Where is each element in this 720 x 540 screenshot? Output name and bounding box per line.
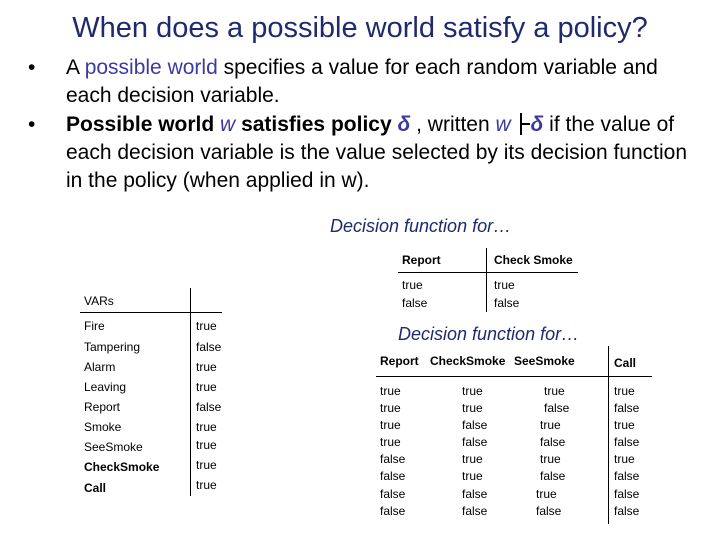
bullet-satisfies-policy [28, 111, 708, 195]
decision-function-caption-2: Decision function for… [398, 324, 580, 344]
call-cell: false [462, 435, 488, 449]
call-header: Call [614, 356, 637, 370]
bullet2-w: w [220, 113, 236, 136]
call-cell: false [614, 504, 640, 518]
check-smoke-cell: true [494, 278, 515, 292]
call-cell: true [462, 401, 483, 415]
bullet-dot: • [28, 56, 36, 79]
slide-title: When does a possible world satisfy a policy? [72, 12, 648, 44]
bullet-possible-world [28, 54, 708, 110]
bullet2-part2: satisfies policy [241, 113, 398, 136]
call-cell: false [380, 452, 406, 466]
decision-function-caption-1: Decision function for… [330, 216, 512, 236]
check-smoke-table-header-line [398, 272, 578, 273]
call-cell: false [614, 435, 640, 449]
var-name: Alarm [84, 360, 116, 374]
call-cell: true [380, 384, 401, 398]
var-value: true [196, 458, 217, 472]
check-smoke-decision-table [398, 248, 578, 314]
call-table-header-line [376, 376, 652, 377]
call-cell: true [462, 469, 483, 483]
satisfies-turnstile-icon [517, 113, 531, 135]
call-cell: true [462, 452, 483, 466]
check-smoke-header-report: Report [402, 253, 441, 267]
call-cell: true [380, 418, 401, 432]
check-smoke-cell: false [494, 296, 520, 310]
call-cell: true [614, 452, 635, 466]
var-name: Report [84, 400, 121, 414]
var-value: false [196, 340, 222, 354]
var-name: Leaving [84, 380, 127, 394]
bullet1-post: specifies a value for each random variable and each decision variable. [66, 56, 658, 107]
call-header: CheckSmoke [430, 354, 506, 368]
call-cell: false [544, 401, 570, 415]
call-cell: false [380, 487, 406, 501]
call-cell: false [462, 487, 488, 501]
var-name: Fire [84, 319, 105, 333]
var-name: Tampering [84, 340, 141, 354]
vars-table [80, 288, 222, 498]
bullet2-part4: if the value of each decision variable is the value selected by its decision function in the policy (when applied in w). [66, 113, 688, 192]
call-cell: true [544, 384, 565, 398]
call-cell: false [540, 469, 566, 483]
call-cell: false [614, 401, 640, 415]
bullet2-part3: , written [410, 113, 496, 136]
bullet2-part1: Possible world [66, 113, 221, 136]
call-cell: true [540, 452, 561, 466]
call-cell: false [614, 469, 640, 483]
check-smoke-cell: true [402, 278, 423, 292]
vars-table-divider [190, 288, 191, 496]
call-cell: false [536, 504, 562, 518]
vars-table-header-line [80, 312, 222, 313]
var-value: true [196, 360, 217, 374]
bullet2-w2: w [495, 113, 511, 136]
var-value: true [196, 420, 217, 434]
var-value: false [196, 400, 222, 414]
bullet-dot: • [28, 113, 36, 136]
call-cell: false [614, 487, 640, 501]
call-cell: true [380, 435, 401, 449]
call-cell: false [380, 469, 406, 483]
call-cell: true [614, 384, 635, 398]
call-header: Report [380, 354, 419, 368]
call-decision-table [376, 346, 652, 526]
bullet1-pre: A [66, 56, 85, 79]
var-name: SeeSmoke [84, 440, 143, 454]
call-header: SeeSmoke [514, 354, 575, 368]
call-cell: true [536, 487, 557, 501]
var-value: true [196, 478, 217, 492]
bullet1-highlight: possible world [84, 56, 218, 79]
var-name: Call [84, 481, 107, 495]
check-smoke-cell: false [402, 296, 428, 310]
bullet2-delta: δ [397, 113, 411, 136]
bullet2-delta2: δ [530, 113, 544, 136]
call-cell: false [462, 504, 488, 518]
vars-table-header: VARs [84, 294, 114, 308]
call-cell: false [462, 418, 488, 432]
call-cell: false [380, 504, 406, 518]
call-cell: true [380, 401, 401, 415]
var-name: Smoke [84, 420, 122, 434]
call-cell: true [540, 418, 561, 432]
var-name: CheckSmoke [84, 460, 160, 474]
check-smoke-header-check: Check Smoke [494, 253, 573, 267]
check-smoke-table-divider [486, 248, 487, 312]
call-cell: true [614, 418, 635, 432]
bullet-list [28, 54, 708, 196]
var-value: true [196, 380, 217, 394]
var-value: true [196, 319, 217, 333]
var-value: true [196, 438, 217, 452]
call-table-divider [608, 346, 609, 524]
call-cell: false [540, 435, 566, 449]
call-cell: true [462, 384, 483, 398]
